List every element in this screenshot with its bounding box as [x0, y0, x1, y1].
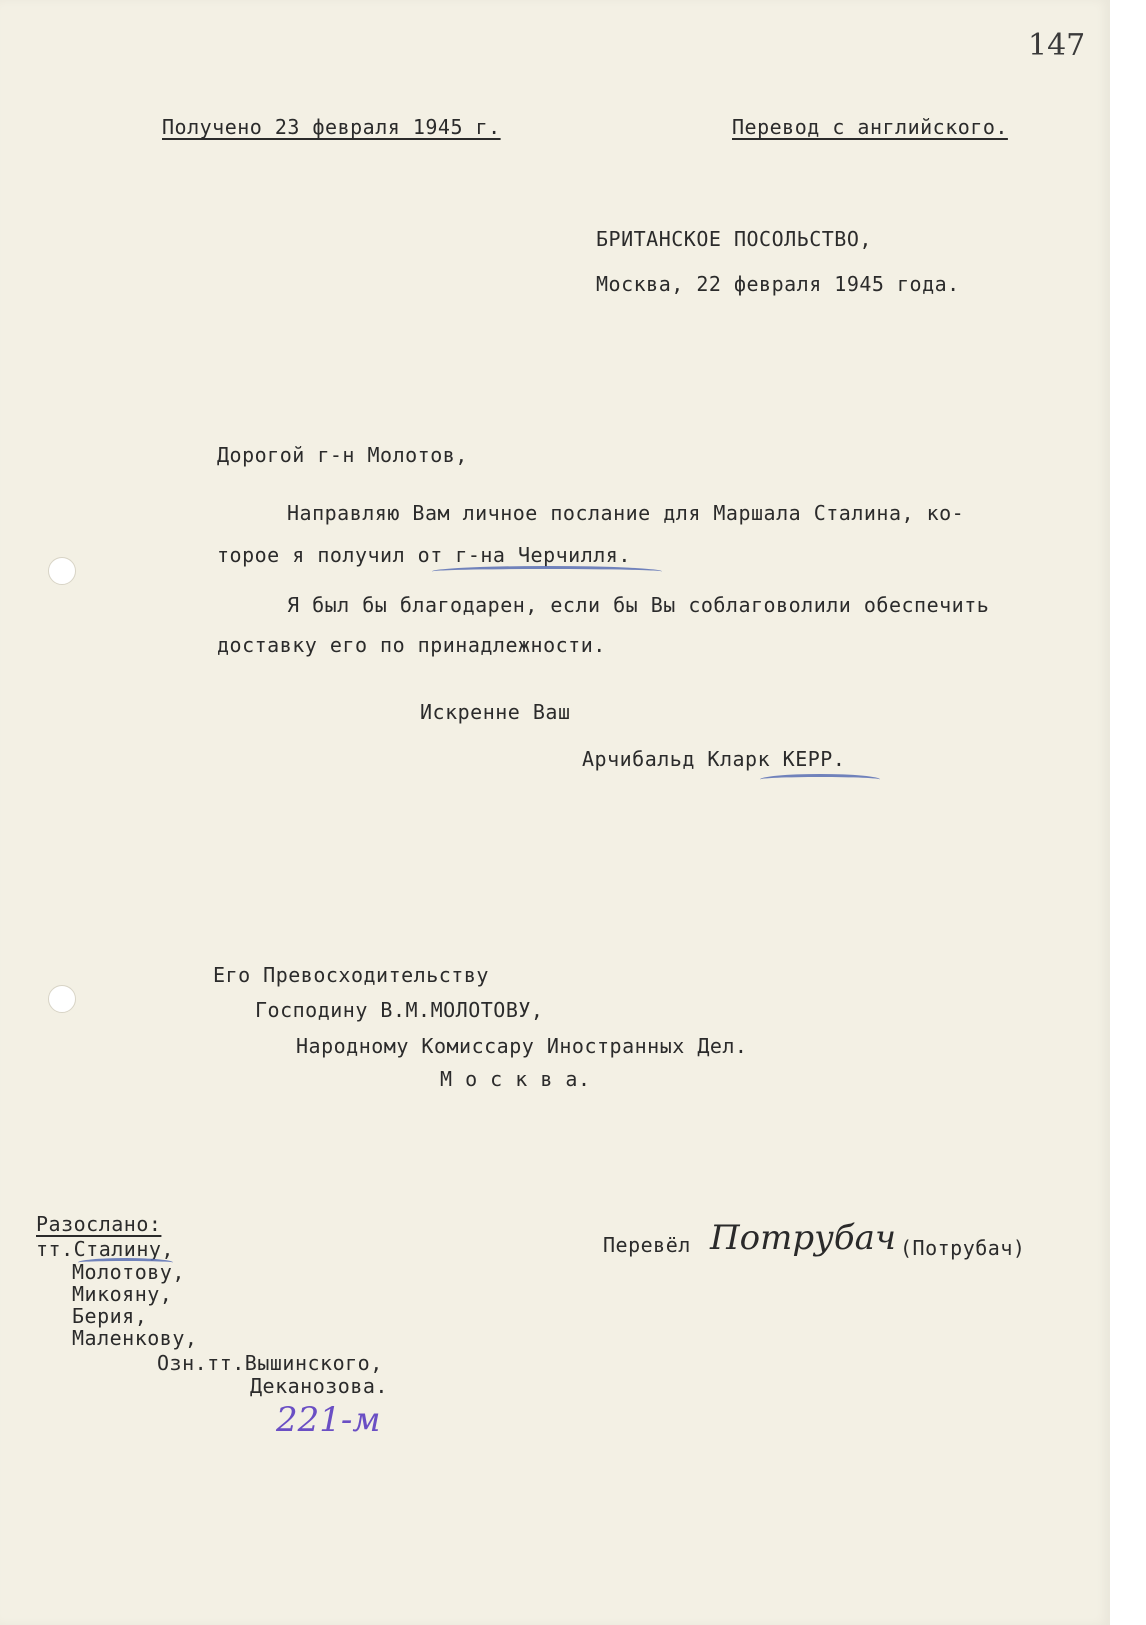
paragraph-2-line-1: Я был бы благодарен, если бы Вы соблаговолили обеспечить: [287, 593, 990, 617]
punch-hole-top: [48, 557, 76, 585]
received-date: Получено 23 февраля 1945 г.: [162, 115, 501, 139]
translator-label: Перевёл: [603, 1233, 691, 1257]
translation-note: Перевод с английского.: [732, 115, 1008, 139]
closing: Искренне Ваш: [420, 700, 571, 724]
pencil-underline-kerr: [760, 774, 880, 785]
sender-place-date: Москва, 22 февраля 1945 года.: [596, 272, 960, 296]
archive-number: 147: [1028, 28, 1086, 63]
addressee-line-2: Господину В.М.МОЛОТОВУ,: [255, 998, 544, 1022]
distribution-item: Деканозова.: [250, 1374, 388, 1398]
paragraph-2-line-2: доставку его по принадлежности.: [217, 633, 606, 657]
addressee-line-3: Народному Комиссару Иностранных Дел.: [296, 1034, 748, 1058]
signature-typed: Арчибальд Кларк КЕРР.: [582, 747, 846, 771]
paragraph-1-line-1: Направляю Вам личное послание для Маршала Сталина, ко-: [287, 501, 965, 525]
distribution-item: Микояну,: [72, 1282, 173, 1306]
translator-name: (Потрубач): [900, 1236, 1026, 1260]
punch-hole-bottom: [48, 985, 76, 1013]
distribution-item: тт.Сталину,: [36, 1237, 174, 1261]
pencil-underline-churchill: [432, 566, 662, 577]
addressee-line-1: Его Превосходительству: [213, 963, 489, 987]
distribution-item: Молотову,: [72, 1260, 185, 1284]
salutation: Дорогой г-н Молотов,: [217, 443, 468, 467]
distribution-item: Маленкову,: [72, 1326, 198, 1350]
sender-org: БРИТАНСКОЕ ПОСОЛЬСТВО,: [596, 227, 872, 251]
translator-signature: Потрубач: [710, 1218, 897, 1258]
handwritten-number: 221-м: [276, 1400, 381, 1440]
distribution-item: Берия,: [72, 1304, 148, 1328]
distribution-heading: Разослано:: [36, 1212, 162, 1236]
scan-margin: [1110, 0, 1146, 1625]
distribution-item: Озн.тт.Вышинского,: [157, 1351, 383, 1375]
addressee-line-4: М о с к в а.: [440, 1067, 591, 1091]
paragraph-1-line-2: торое я получил от г-на Черчилля.: [217, 543, 631, 567]
